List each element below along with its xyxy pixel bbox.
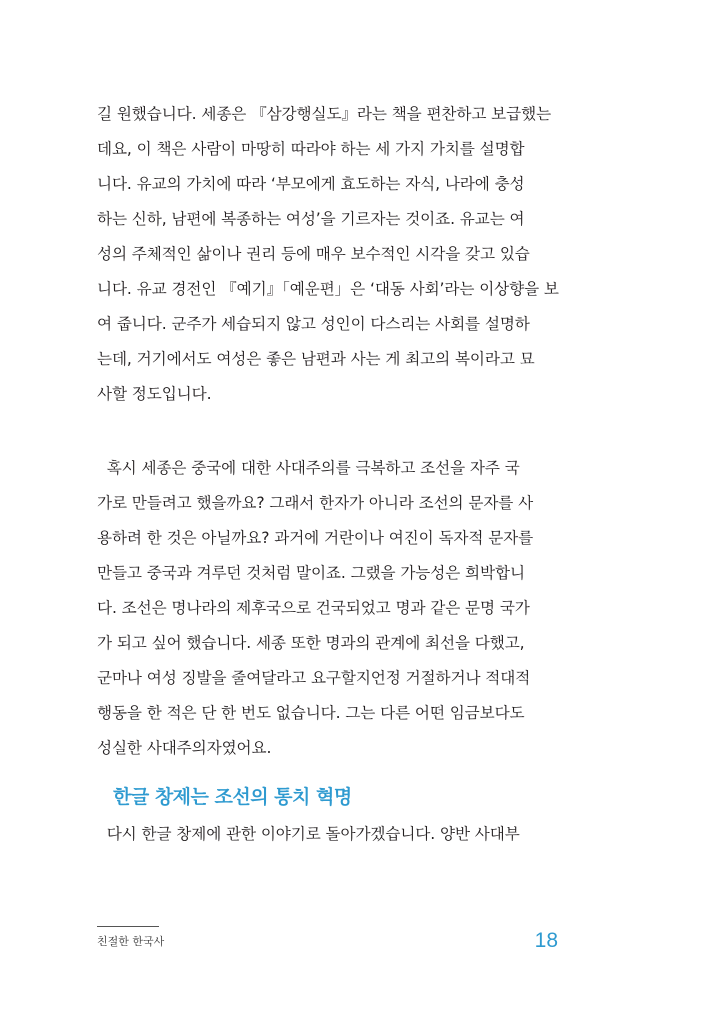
body-paragraph-2: [97, 451, 577, 766]
page-number: 18: [534, 929, 558, 952]
text-line: 사할 정도입니다.: [97, 385, 212, 403]
section-heading: 한글 창제는 조선의 통치 혁명: [113, 786, 352, 808]
text-line: 용하려 한 것은 아닐까요? 과거에 거란이나 여진이 독자적 문자를: [97, 529, 534, 547]
text-line: 가로 만들려고 했을까요? 그래서 한자가 아니라 조선의 문자를 사: [97, 494, 534, 512]
footer-book-title: 친절한 한국사: [97, 935, 165, 948]
text-line: 성실한 사대주의자였어요.: [97, 739, 272, 757]
body-paragraph-3: [97, 817, 577, 852]
text-line: 하는 신하, 남편에 복종하는 여성’을 기르자는 것이죠. 유교는 여: [97, 210, 525, 228]
text-line: 데요, 이 책은 사람이 마땅히 따라야 하는 세 가지 가치를 설명합: [97, 140, 525, 158]
text-line: 성의 주체적인 삶이나 권리 등에 매우 보수적인 시각을 갖고 있습: [97, 245, 530, 263]
footer-divider: [97, 926, 159, 927]
text-line: 다시 한글 창제에 관한 이야기로 돌아가겠습니다. 양반 사대부: [97, 825, 520, 843]
text-line: 여 줍니다. 군주가 세습되지 않고 성인이 다스리는 사회를 설명하: [97, 315, 530, 333]
text-line: 혹시 세종은 중국에 대한 사대주의를 극복하고 조선을 자주 국: [97, 459, 520, 477]
text-line: 는데, 거기에서도 여성은 좋은 남편과 사는 게 최고의 복이라고 묘: [97, 350, 535, 368]
text-line: 가 되고 싶어 했습니다. 세종 또한 명과의 관계에 최선을 다했고,: [97, 634, 525, 652]
body-paragraph-1: [97, 97, 577, 412]
text-line: 길 원했습니다. 세종은 『삼강행실도』라는 책을 편찬하고 보급했는: [97, 105, 552, 123]
text-line: 만들고 중국과 겨루던 것처럼 말이죠. 그랬을 가능성은 희박합니: [97, 564, 525, 582]
text-line: 니다. 유교의 가치에 따라 ‘부모에게 효도하는 자식, 나라에 충성: [97, 175, 525, 193]
text-line: 행동을 한 적은 단 한 번도 없습니다. 그는 다른 어떤 임금보다도: [97, 704, 525, 722]
text-line: 다. 조선은 명나라의 제후국으로 건국되었고 명과 같은 문명 국가: [97, 599, 530, 617]
text-line: 니다. 유교 경전인 『예기』「예운편」은 ‘대동 사회’라는 이상향을 보: [97, 280, 559, 298]
text-line: 군마나 여성 징발을 줄여달라고 요구할지언정 거절하거나 적대적: [97, 669, 531, 687]
